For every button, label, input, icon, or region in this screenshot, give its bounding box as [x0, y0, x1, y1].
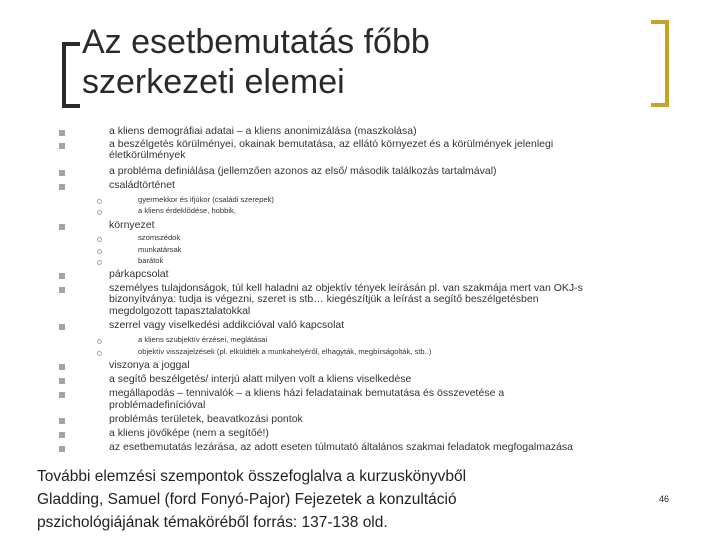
bullet-square-icon	[59, 170, 65, 176]
list-item: párkapcsolat	[109, 268, 169, 280]
list-item: a kliens demográfiai adatai – a kliens anonimizálása (maszkolása)	[109, 125, 417, 137]
bullet-square-icon	[59, 324, 65, 330]
bullet-circle-icon	[97, 351, 102, 356]
bullet-circle-icon	[97, 249, 102, 254]
list-item: szerrel vagy viselkedési addikcióval való kapcsolat	[109, 319, 345, 331]
list-item: a segítő beszélgetés/ interjú alatt milyen volt a kliens viselkedése	[109, 373, 412, 385]
bullet-square-icon	[59, 184, 65, 190]
sub-list-item: szomszédok	[138, 233, 181, 242]
bullet-square-icon	[59, 130, 65, 136]
bullet-square-icon	[59, 418, 65, 424]
bullet-square-icon	[59, 364, 65, 370]
list-item: viszonya a joggal	[109, 359, 190, 371]
page-number: 46	[659, 494, 670, 504]
list-item: problémadefinícióval	[109, 399, 206, 411]
list-item: személyes tulajdonságok, túl kell haladni az objektív tények leírásán pl. van szakmája mert van OKJ-s	[109, 282, 583, 294]
sub-list-item: munkatársak	[138, 245, 182, 254]
list-item: megdolgozott tapasztalatokkal	[109, 305, 251, 317]
footer-line-2: Gladding, Samuel (ford Fonyó-Pajor) Fejezetek a konzultáció	[37, 491, 457, 508]
bullet-circle-icon	[97, 237, 102, 242]
bullet-square-icon	[59, 273, 65, 279]
bullet-square-icon	[59, 224, 65, 230]
bullet-square-icon	[59, 446, 65, 452]
footer-note	[37, 465, 466, 534]
bullet-square-icon	[59, 432, 65, 438]
list-item: környezet	[109, 219, 155, 231]
list-item: megállapodás – tennivalók – a kliens házi feladatainak bemutatása és összevetése a	[109, 387, 505, 399]
bullet-circle-icon	[97, 199, 102, 204]
sub-list-item: a kliens érdeklődése, hobbik,	[138, 206, 236, 215]
bullet-circle-icon	[97, 339, 102, 344]
list-item: a kliens jövőképe (nem a segítőé!)	[109, 427, 269, 439]
sub-list-item: barátok	[138, 256, 164, 265]
title-line-1: Az esetbemutatás főbb	[82, 23, 430, 61]
bullet-circle-icon	[97, 260, 102, 265]
footer-line-3: pszichológiájának témaköréből forrás: 137-138 old.	[37, 514, 388, 531]
list-item: bizonyítványa: tudja is végezni, szeret is stb… kiegészítjük a leírást a segítő beszélgetésben	[109, 293, 539, 305]
sub-list-item: gyermekkor és ifjúkor (családi szerepek)	[138, 195, 274, 204]
list-item: problémás területek, beavatkozási pontok	[109, 413, 303, 425]
list-item: a beszélgetés körülményei, okainak bemutatása, az ellátó környezet és a körülmények jelenlegi	[109, 138, 554, 150]
list-item: családtörténet	[109, 179, 175, 191]
footer-line-1: További elemzési szempontok összefoglalva a kurzuskönyvből	[37, 468, 467, 485]
list-item: a probléma definiálása (jellemzően azonos az első/ második találkozás tartalmával)	[109, 165, 497, 177]
sub-list-item: a kliens szubjektív érzései, meglátásai	[138, 335, 268, 344]
list-item: az esetbemutatás lezárása, az adott eseten túlmutató általános szakmai feladatok megfogalmazása	[109, 441, 574, 453]
sub-list-item: objektív visszajelzések (pl. elküldték a munkahelyéről, elhagyták, megbírságolták, stb..)	[138, 347, 432, 356]
bullet-square-icon	[59, 392, 65, 398]
bullet-square-icon	[59, 378, 65, 384]
list-item: életkörülmények	[109, 149, 186, 161]
bullet-square-icon	[59, 143, 65, 149]
bullet-square-icon	[59, 287, 65, 293]
bullet-circle-icon	[97, 210, 102, 215]
title-line-2: szerkezeti elemei	[82, 63, 345, 101]
